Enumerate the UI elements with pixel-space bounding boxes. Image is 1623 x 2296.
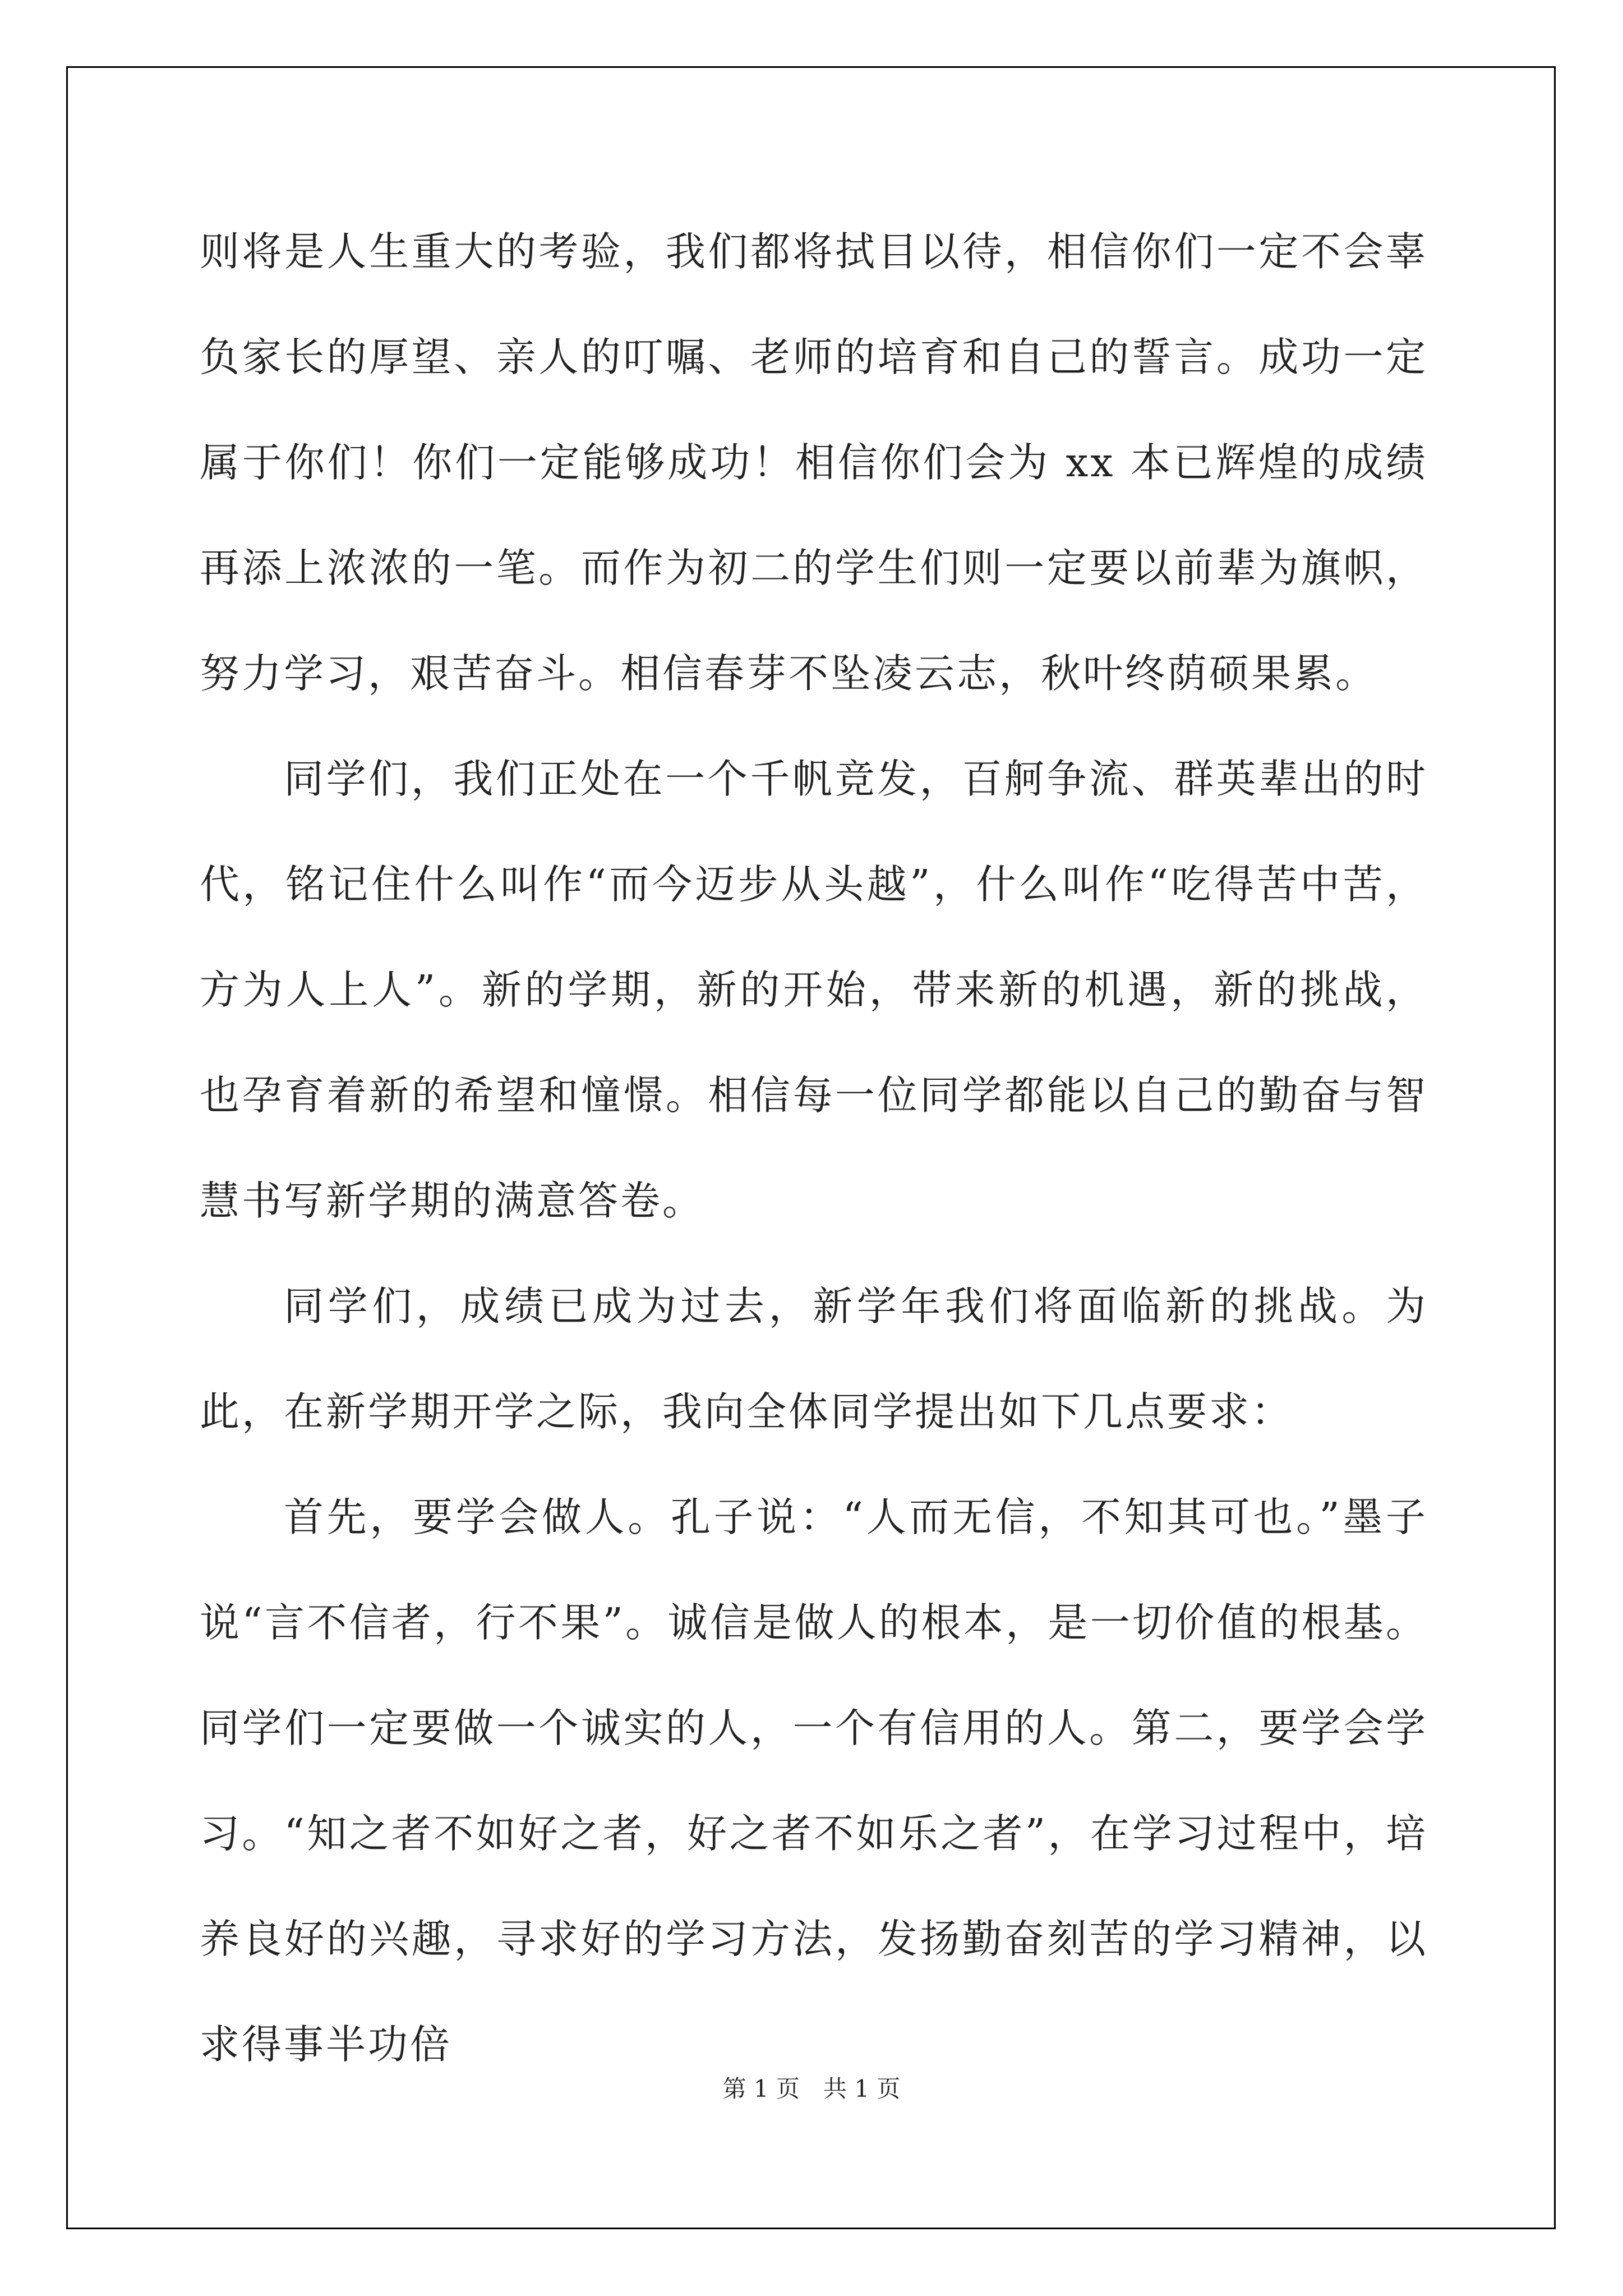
- paragraph-2: 同学们，我们正处在一个千帆竞发，百舸争流、群英辈出的时代，铭记住什么叫作“而今迈步从头越”，什么叫作“吃得苦中苦，方为人上人”。新的学期，新的开始，带来新的机遇，新的挑战，也孕育着新的希望和憧憬。相信每一位同学都能以自己的勤奋与智慧书写新学期的满意答卷。: [200, 756, 1428, 1224]
- paragraph-1: 则将是人生重大的考验，我们都将拭目以待，相信你们一定不会辜负家长的厚望、亲人的叮嘱、老师的培育和自己的誓言。成功一定属于你们！你们一定能够成功！相信你们会为 xx 本已辉煌的成绩再添上浓浓的一笔。而作为初二的学生们则一定要以前辈为旗帜，努力学习，艰苦奋斗。相信春芽不坠凌云志，秋叶终荫硕果累。: [200, 228, 1428, 697]
- paragraph-4: 首先，要学会做人。孔子说：“人而无信，不知其可也。”墨子说“言不信者，行不果”。诚信是做人的根本，是一切价值的根基。同学们一定要做一个诚实的人，一个有信用的人。第二，要学会学习。“知之者不如好之者，好之者不如乐之者”，在学习过程中，培养良好的兴趣，寻求好的学习方法，发扬勤奋刻苦的学习精神，以求得事半功倍: [200, 1494, 1428, 2068]
- page-footer: 第 1 页 共 1 页: [722, 2075, 901, 2102]
- paragraph-3: 同学们，成绩已成为过去，新学年我们将面临新的挑战。为此，在新学期开学之际，我向全体同学提出如下几点要求：: [200, 1283, 1428, 1435]
- document-body: [200, 199, 1428, 2097]
